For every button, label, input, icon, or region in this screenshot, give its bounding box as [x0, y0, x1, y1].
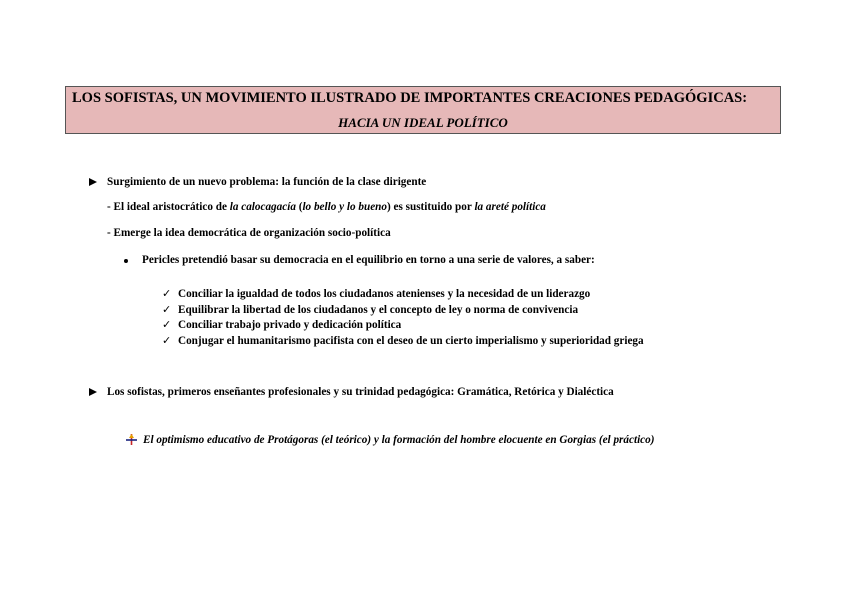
item1-text-e: ) es sustituido por	[386, 201, 475, 213]
title-box	[65, 86, 781, 134]
check-item	[162, 287, 644, 303]
check-item-text: Conciliar la igualdad de todos los ciudadanos atenienses y la necesidad de un liderazgo	[178, 288, 591, 300]
arrow-bullet-icon	[89, 388, 97, 396]
item1-text-a: - El ideal aristocrático de	[107, 201, 230, 213]
section2-sub: El optimismo educativo de Protágoras (el teórico) y la formación del hombre elocuente en Gorgias (el práctico)	[143, 434, 655, 446]
arrow-bullet-icon	[89, 178, 97, 186]
check-item	[162, 318, 644, 334]
check-item-text: Conciliar trabajo privado y dedicación política	[178, 319, 402, 332]
fancy-bullet-icon	[126, 434, 137, 445]
section2-heading: Los sofistas, primeros enseñantes profesionales y su trinidad pedagógica: Gramática, Retórica y Dialéctica	[107, 386, 614, 398]
check-item-text: Conjugar el humanitarismo pacifista con el deseo de un cierto imperialismo y superioridad griega	[178, 335, 644, 348]
section1-item-2: - Emerge la idea democrática de organización socio-política	[107, 227, 391, 239]
check-icon: ✓	[162, 303, 172, 316]
check-item-text: Equilibrar la libertad de los ciudadanos y el concepto de ley o norma de convivencia	[178, 303, 579, 316]
check-item	[162, 303, 644, 319]
check-icon: ✓	[162, 288, 172, 300]
pericles-bullet: Pericles pretendió basar su democracia en el equilibrio en torno a una serie de valores, a saber:	[142, 254, 595, 266]
section1-heading: Surgimiento de un nuevo problema: la función de la clase dirigente	[107, 176, 427, 188]
item1-text-b: la calocagacía	[229, 201, 296, 213]
bullet-dot-icon	[124, 259, 128, 263]
check-icon: ✓	[162, 335, 172, 348]
check-icon: ✓	[162, 319, 172, 332]
item1-text-c: (	[295, 201, 303, 213]
section1-item-1	[107, 201, 546, 213]
title-line-2: HACIA UN IDEAL POLÍTICO	[338, 115, 508, 130]
item1-text-f: la areté política	[474, 201, 546, 213]
check-item	[162, 334, 644, 350]
title-line-1: LOS SOFISTAS, UN MOVIMIENTO ILUSTRADO DE IMPORTANTES CREACIONES PEDAGÓGICAS:	[72, 90, 748, 106]
values-check-list	[162, 287, 644, 350]
item1-text-d: lo bello y lo bueno	[302, 201, 387, 213]
